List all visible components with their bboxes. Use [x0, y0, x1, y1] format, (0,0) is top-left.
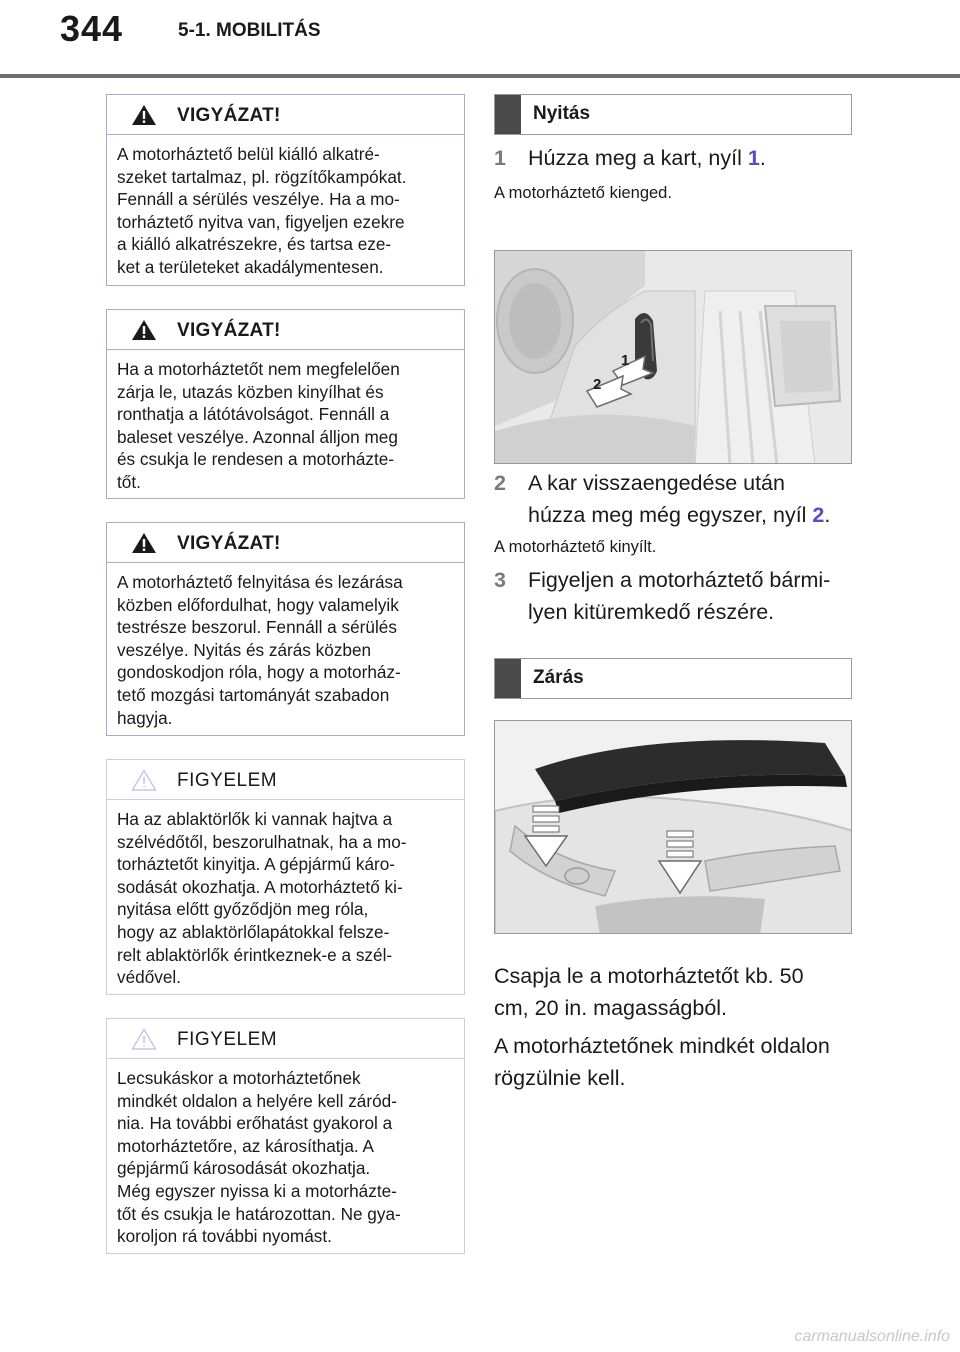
header-rule [0, 74, 960, 78]
step-text [494, 467, 864, 531]
step-text: Figyeljen a motorháztető bármi- lyen kitüremkedő részére. [528, 568, 831, 624]
caution-outline-icon [131, 1028, 157, 1050]
subheading-bar [495, 659, 521, 698]
warning-text [107, 563, 464, 739]
caution-outline-icon [131, 769, 157, 791]
warning-triangle-icon [131, 532, 157, 554]
warning-paragraph: A motorháztető belül kiálló alkatré- szeket tartalmaz, pl. rögzítőkampókat. Fennáll a sérülés veszélye. Ha a mo- torháztető nyitva van, figyeljen ezekre a kiálló alkatrészekre, és tartsa eze- ket a területeket akadálymentesen. [117, 144, 407, 277]
step-text-body: Húzza meg a kart, nyíl [528, 146, 748, 170]
step-number: 3 [494, 568, 506, 592]
warning-text [107, 135, 464, 289]
warning-title: VIGYÁZAT! [177, 105, 281, 126]
arrow-reference: 2 [812, 503, 825, 527]
closing-paragraph-2: A motorháztetőnek mindkét oldalon rögzülnie kell. [494, 1034, 830, 1090]
warning-title: VIGYÁZAT! [177, 320, 281, 341]
footer-watermark: carmanualsonline.info [794, 1328, 950, 1345]
warning-paragraph: A motorháztető felnyitása és lezárása közben előfordulhat, hogy valamelyik testrésze beszorul. Fennáll a sérülés veszélye. Nyitás és zárás közben gondoskodjon róla, hogy a motorház- tető mozgási tartományát szabadon hagyja. [117, 572, 403, 728]
figure-label-2: 2 [593, 376, 602, 393]
step-3 [494, 564, 864, 628]
subheading-opening [494, 94, 852, 135]
notice-paragraph: Lecsukáskor a motorháztetőnek mindkét oldalon a helyére kell záród- nia. Ha további erőhatást gyakorol a motorháztetőre, az károsíthatja. A gépjármű károsodását okozhatja. Még egyszer nyissa ki a motorházte- tőt és csukja le határozottan. Ne gya- koroljon rá további nyomást. [117, 1068, 401, 1247]
result-text-1: A motorháztető kienged. [494, 184, 672, 202]
notice-box-2 [106, 1018, 465, 1254]
step-text [494, 142, 864, 174]
subheading-title: Zárás [533, 667, 584, 688]
warning-triangle-icon [131, 104, 157, 126]
step-number: 2 [494, 471, 506, 495]
section-title: 5-1. MOBILITÁS [178, 20, 321, 41]
notice-box-header [107, 1019, 464, 1059]
notice-title: FIGYELEM [177, 1029, 278, 1050]
warning-box-header [107, 95, 464, 135]
subheading-closing [494, 658, 852, 699]
closing-paragraph-1: Csapja le a motorháztetőt kb. 50 cm, 20 in. magasságból. [494, 964, 804, 1020]
page-header [0, 0, 960, 78]
notice-paragraph: Ha az ablaktörlők ki vannak hajtva a szélvédőtől, beszorulhatnak, ha a mo- torháztetőt kinyitja. A gépjármű káro- sodását okozhatja. A motorháztető ki- nyitása előtt győződjön meg róla, hogy az ablaktörlőlapátokkal felsze- relt ablaktörlők érintkeznek-e a szél- védővel. [117, 809, 407, 988]
warning-text [107, 350, 464, 504]
step-1 [494, 142, 864, 174]
arrow-reference: 1 [747, 146, 760, 170]
notice-text [107, 800, 464, 999]
warning-paragraph: Ha a motorháztetőt nem megfelelően zárja le, utazás közben kinyílhat és ronthatja a látótávolságot. Fennáll a baleset veszélye. Azonnal álljon meg és csukja le rendesen a motorházte- tőt. [117, 359, 400, 492]
warning-box-2 [106, 309, 465, 499]
figure-label-1: 1 [621, 352, 630, 369]
hood-release-illustration [495, 251, 852, 464]
notice-box-header [107, 760, 464, 800]
warning-triangle-icon [131, 319, 157, 341]
step-text-body: A kar visszaengedése után húzza meg még egyszer, nyíl [528, 471, 807, 527]
step-text-suffix: . [824, 503, 831, 527]
step-number: 1 [494, 146, 506, 170]
notice-box-1 [106, 759, 465, 995]
hood-closing-illustration [495, 721, 852, 934]
step-2 [494, 467, 864, 531]
notice-text [107, 1059, 464, 1258]
result-text-2: A motorháztető kinyílt. [494, 538, 657, 556]
subheading-bar [495, 95, 521, 134]
page-number: 344 [60, 8, 124, 49]
figure-hood-closing [494, 720, 852, 934]
warning-box-3 [106, 522, 465, 736]
subheading-title: Nyitás [533, 103, 591, 124]
warning-box-header [107, 310, 464, 350]
step-text-suffix: . [759, 146, 766, 170]
warning-box-1 [106, 94, 465, 286]
notice-title: FIGYELEM [177, 770, 278, 791]
warning-title: VIGYÁZAT! [177, 533, 281, 554]
warning-box-header [107, 523, 464, 563]
figure-hood-release-lever [494, 250, 852, 464]
